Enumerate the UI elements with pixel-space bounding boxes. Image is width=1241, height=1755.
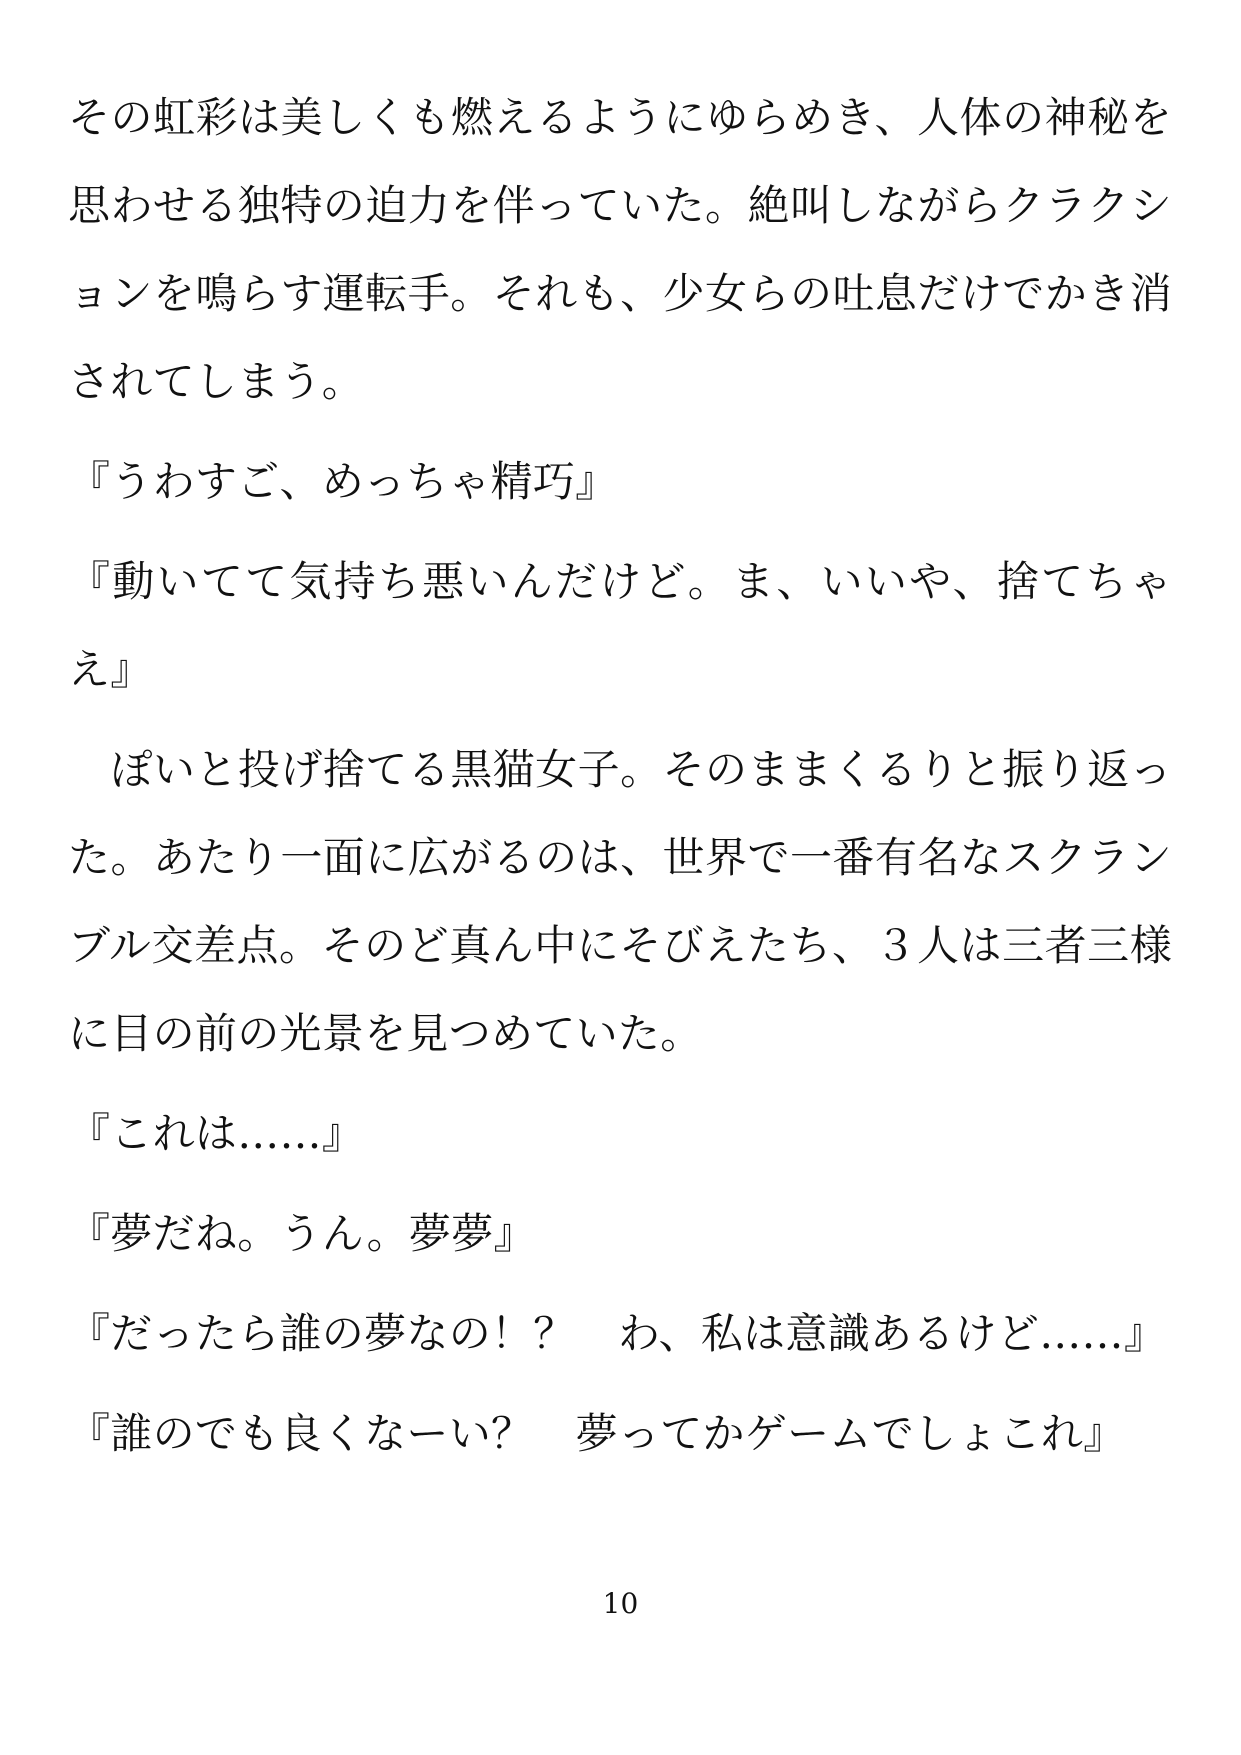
text-line: た。あたり一面に広がるのは、世界で一番有名なスクラン: [68, 833, 1172, 882]
text-line: 『誰のでも良くなーい？ 夢ってかゲームでしょこれ』: [68, 1409, 1126, 1458]
text-line: されてしまう。: [68, 357, 365, 406]
paragraph: [68, 1090, 1172, 1178]
text-line: 『これは……』: [68, 1109, 365, 1158]
text-line: 『夢だね。うん。夢夢』: [68, 1209, 536, 1258]
text-line: ョンを鳴らす運転手。それも、少女らの吐息だけでかき消: [68, 269, 1172, 318]
text-line: 『動いてて気持ち悪いんだけど。ま、いいや、捨てちゃ: [68, 557, 1172, 606]
text-line: ぽいと投げ捨てる黒猫女子。そのままくるりと振り返っ: [68, 745, 1172, 794]
paragraph: [68, 438, 1172, 526]
text-line: 『うわすご、めっちゃ精巧』: [68, 457, 618, 506]
text-block: [68, 74, 1172, 1490]
text-line: ブル交差点。そのど真ん中にそびえたち、３人は三者三様: [68, 921, 1172, 970]
paragraph: [68, 1190, 1172, 1278]
paragraph: [68, 74, 1172, 426]
text-line: 『だったら誰の夢なの！？ わ、私は意識あるけど……』: [68, 1309, 1167, 1358]
paragraph: [68, 1390, 1172, 1478]
paragraph: [68, 1290, 1172, 1378]
text-line: その虹彩は美しくも燃えるようにゆらめき、人体の神秘を: [68, 93, 1172, 142]
text-line: え』: [68, 645, 153, 694]
page-number: 10: [602, 1587, 639, 1620]
text-line: に目の前の光景を見つめていた。: [68, 1009, 703, 1058]
text-line: 思わせる独特の迫力を伴っていた。絶叫しながらクラクシ: [68, 181, 1172, 230]
paragraph: [68, 538, 1172, 714]
paragraph: [68, 726, 1172, 1078]
